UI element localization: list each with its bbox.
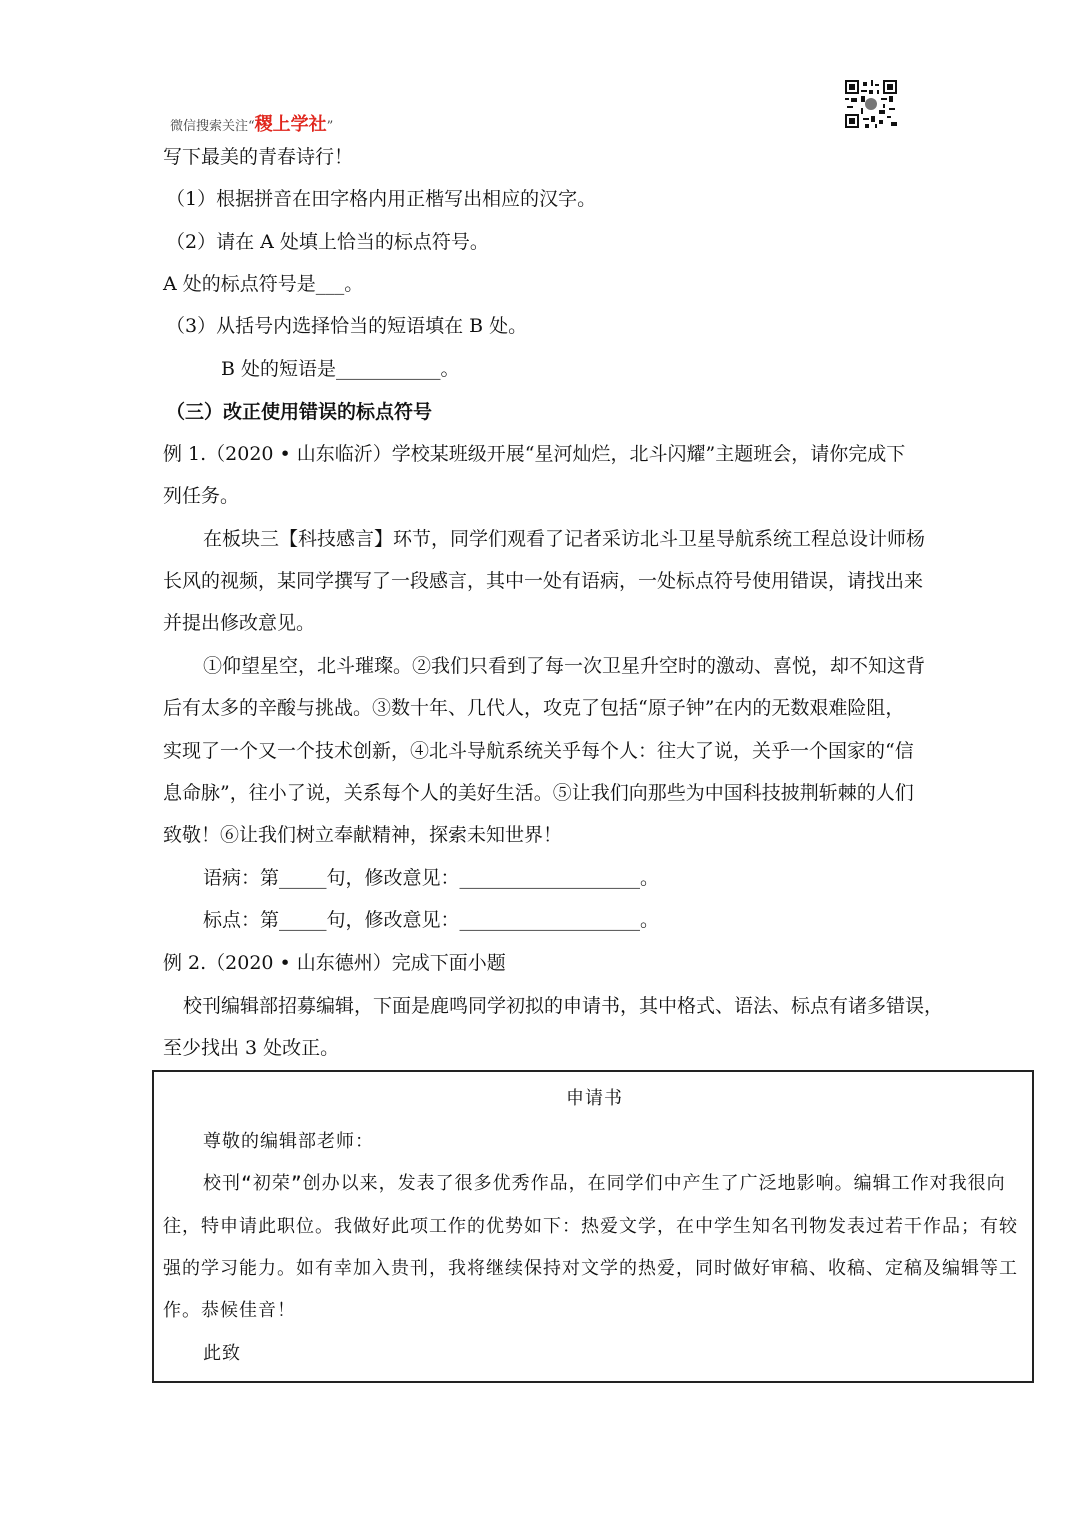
wechat-follow-header [170,110,333,136]
letter-body-line: 强的学习能力。如有幸加入贵刊，我将继续保持对文学的热爱，同时做好审稿、收稿、定稿及编辑等工 [163,1258,1018,1279]
example-1-line-2: 列任务。 [163,485,240,507]
question-3-answer: B 处的短语是___________。 [221,358,460,380]
letter-body-line: 往，特申请此职位。我做好此项工作的优势如下：热爱文学，在中学生知名刊物发表过若干作品；有较 [163,1216,1018,1237]
example-2-para-line: 校刊编辑部招募编辑，下面是鹿鸣同学初拟的申请书，其中格式、语法、标点有诸多错误， [183,995,944,1017]
header-prefix: 微信搜索关注 [170,119,249,134]
example-1-answer-punctuation: 标点：第_____句，修改意见：___________________。 [203,909,660,931]
intro-line: 写下最美的青春诗行！ [163,146,354,168]
question-2: （2）请在 A 处填上恰当的标点符号。 [166,231,489,253]
example-2-line-1: 例 2.（2020 • 山东德州）完成下面小题 [163,952,506,974]
example-1-para-2-line: 息命脉”，往小了说，关系每个人的美好生活。⑤让我们向那些为中国科技披荆斩棘的人们 [163,782,914,804]
example-1-para-2-line: 后有太多的辛酸与挑战。③数十年、几代人，攻克了包括“原子钟”在内的无数艰难险阻， [163,697,905,719]
letter-closing: 此致 [203,1343,241,1364]
example-1-para-2-line: 致敬！⑥让我们树立奉献精神，探索未知世界！ [163,824,563,846]
header-close-quote: ” [326,119,334,134]
example-1-para-2-line: 实现了一个又一个技术创新，④北斗导航系统关乎每个人：往大了说，关乎一个国家的“信 [163,740,914,762]
section-heading: （三）改正使用错误的标点符号 [166,401,433,423]
example-1-para-1-line: 并提出修改意见。 [163,612,316,634]
example-1-answer-grammar: 语病：第_____句，修改意见：___________________。 [203,867,660,889]
letter-title: 申请书 [566,1088,623,1109]
question-1: （1）根据拼音在田字格内用正楷写出相应的汉字。 [166,188,597,210]
example-1-para-1-line: 在板块三【科技感言】环节，同学们观看了记者采访北斗卫星导航系统工程总设计师杨 [203,528,926,550]
letter-greeting: 尊敬的编辑部老师： [203,1131,374,1152]
brand-name: 稷上学社 [254,114,327,135]
example-1-para-1-line: 长风的视频，某同学撰写了一段感言，其中一处有语病，一处标点符号使用错误，请找出来 [163,570,924,592]
header-open-quote: “ [248,119,255,134]
example-1-para-2-line: ①仰望星空，北斗璀璨。②我们只看到了每一次卫星升空时的激动、喜悦，却不知这背 [203,655,926,677]
example-1-line-1: 例 1.（2020 • 山东临沂）学校某班级开展“星河灿烂，北斗闪耀”主题班会，请你完成下 [163,443,906,465]
question-3: （3）从括号内选择恰当的短语填在 B 处。 [166,315,528,337]
letter-body-line: 作。恭候佳音！ [163,1300,296,1321]
letter-body-line: 校刊“初荣”创办以来，发表了很多优秀作品，在同学们中产生了广泛地影响。编辑工作对我很向 [203,1173,1006,1194]
qr-code-icon [845,80,897,128]
example-2-para-line: 至少找出 3 处改正。 [163,1037,340,1059]
question-2-answer: A 处的标点符号是___。 [163,273,364,295]
